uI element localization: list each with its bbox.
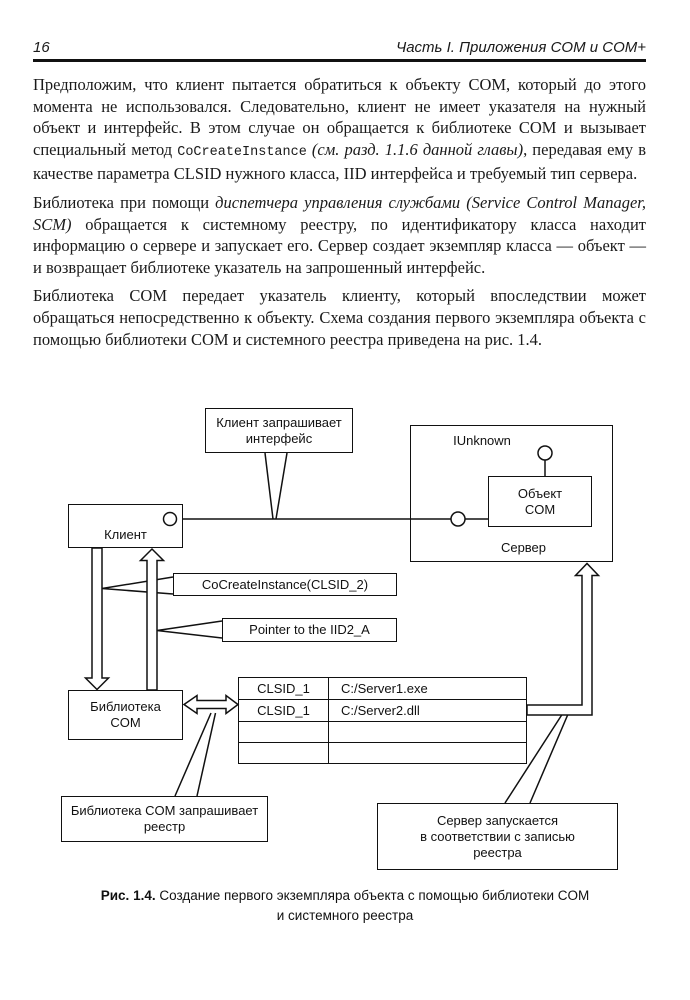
registry-row-1: [239, 678, 527, 700]
com-object-label-line1: Объект: [517, 485, 563, 501]
client-box-label: Клиент: [104, 527, 147, 542]
callout-library-queries-registry: [61, 796, 268, 842]
registry-clsid-cell: [239, 722, 329, 743]
callout-server-started-by-registry: [377, 803, 618, 870]
cocreateinstance-callout-tail: [102, 577, 173, 594]
library-callout-line2: реестр: [143, 819, 186, 834]
registry-clsid-cell: CLSID_1: [239, 700, 329, 722]
registry-to-server-arrow: [527, 564, 599, 716]
registry-table: [238, 677, 527, 764]
paragraph-3: Библиотека COM передает указатель клиенту, который впоследствии может обращаться непосредственно к объекту. Схема создания первого экземпляра объекта с помощью библиотеки COM и системного реестра приведена на рис. 1.4.: [33, 286, 646, 349]
registry-path-cell: [329, 722, 527, 743]
p2-text-2: обращается к системному реестру, по идентификатору класса находит информацию о сервере и запускает его. Сервер создает экземпляр класса — объект — и возвращает библиотеке указатель на запрошенный интерфейс.: [33, 214, 646, 277]
client-box: [68, 504, 183, 548]
library-callout-line1: Библиотека COM запрашивает: [70, 803, 259, 818]
client-to-library-arrow: [86, 548, 109, 690]
server-callout-line3: реестра: [473, 844, 522, 860]
pointer-callout-label: Pointer to the IID2_A: [249, 622, 370, 637]
registry-row-2: [239, 700, 527, 722]
callout-client-requests-line2: интерфейс: [245, 430, 313, 446]
figure-caption: [0, 886, 690, 926]
running-head: [33, 39, 646, 62]
p1-italic-ref: (см. разд. 1.1.6 данной главы): [306, 139, 524, 159]
callout-cocreateinstance: [173, 573, 397, 596]
server-callout-line1: Сервер запускается: [436, 812, 559, 828]
iunknown-label: IUnknown: [453, 433, 511, 448]
com-object-box: [488, 476, 592, 527]
page-number: 16: [33, 39, 50, 56]
caption-line-1: [0, 886, 690, 906]
library-to-client-arrow: [141, 549, 164, 690]
registry-clsid-cell: CLSID_1: [239, 678, 329, 700]
registry-path-cell: [329, 743, 527, 764]
com-object-label-line2: COM: [524, 501, 556, 517]
server-box-label: Сервер: [500, 540, 547, 555]
com-library-box: [68, 690, 183, 740]
caption-text-1: Создание первого экземпляра объекта с помощью библиотеки COM: [155, 888, 590, 903]
p1-code-cocreateinstance: CoCreateInstance: [177, 144, 307, 160]
registry-row-3: [239, 722, 527, 743]
cocreateinstance-callout-label: CoCreateInstance(CLSID_2): [201, 576, 369, 592]
caption-line-2: и системного реестра: [276, 908, 414, 923]
library-registry-double-arrow: [184, 696, 238, 714]
p2-italic-scm: диспетчера управления службами (Service Control Manager, SCM): [33, 192, 646, 234]
registry-path-cell: C:/Server2.dll: [329, 700, 527, 722]
com-library-label-line1: Библиотека: [90, 699, 161, 714]
pointer-callout-tail: [157, 621, 222, 638]
p1-text-2: , передавая ему в качестве параметра CLSID нужного класса, IID интерфейса и требуемый тип сервера.: [33, 139, 646, 184]
callout-pointer-to-iid: [222, 618, 397, 642]
chapter-title: Часть I. Приложения COM и COM+: [396, 39, 646, 56]
p2-text-1: Библиотека при помощи: [33, 192, 216, 212]
figure-1-4-diagram: [0, 405, 690, 883]
client-request-callout-tail: [265, 453, 287, 519]
callout-client-requests-line1: Клиент запрашивает: [216, 414, 342, 430]
paragraph-1: [33, 74, 646, 185]
com-library-label-line2: COM: [110, 715, 141, 730]
p1-text-1: Предположим, что клиент пытается обратиться к объекту COM, который до этого момента не использовался. Следовательно, клиент не имеет указателя на нужный объект и интерфейс. В этом случае он обращается к библиотеке COM и вызывает специальный метод: [33, 75, 646, 159]
registry-clsid-cell: [239, 743, 329, 764]
body-text: [33, 74, 646, 357]
registry-path-cell: C:/Server1.exe: [329, 678, 527, 700]
registry-row-4: [239, 743, 527, 764]
server-callout-line2: в соответствии с записью: [420, 828, 575, 844]
paragraph-2: [33, 192, 646, 278]
figure-number-label: Рис. 1.4.: [100, 888, 156, 903]
callout-client-requests-interface: [205, 408, 353, 453]
